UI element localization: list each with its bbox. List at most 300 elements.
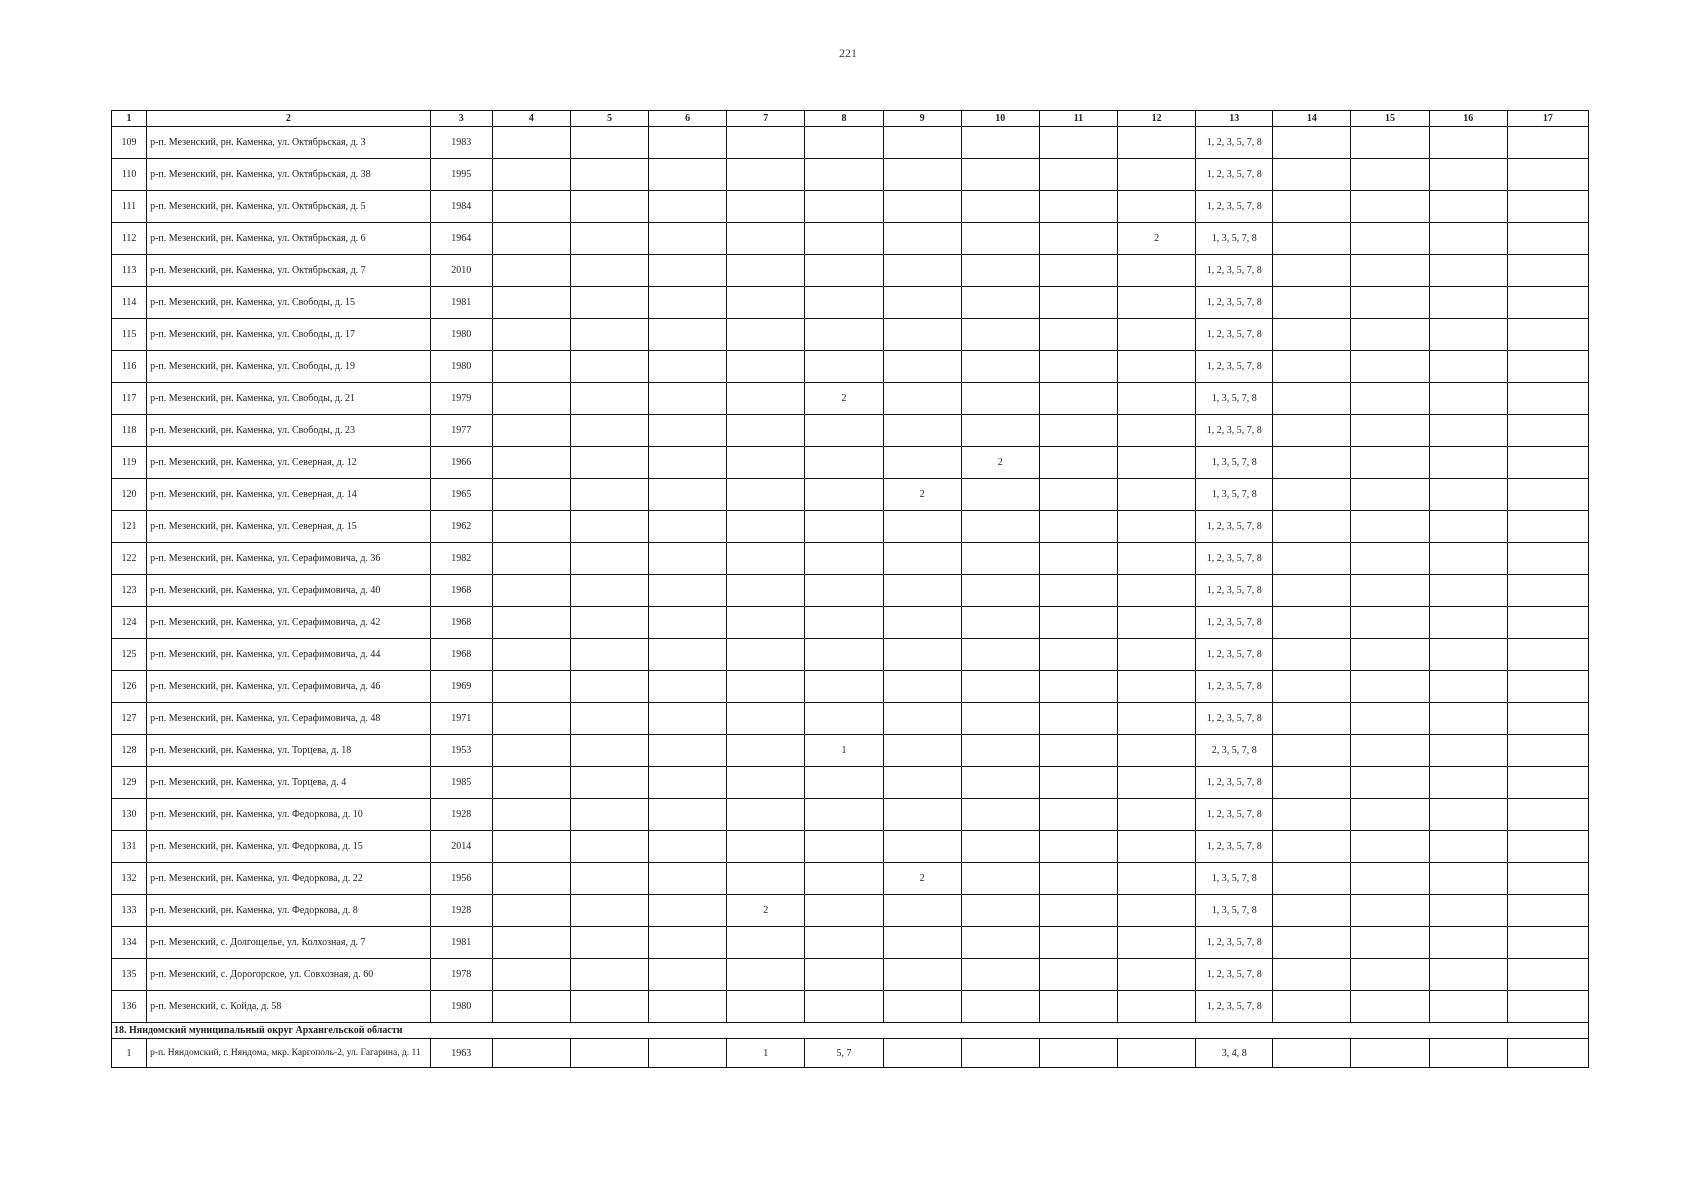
- col9-cell: [883, 959, 961, 991]
- col4-cell: [492, 383, 570, 415]
- col11-cell: [1039, 831, 1117, 863]
- col9-cell: [883, 511, 961, 543]
- col10-cell: [961, 1039, 1039, 1068]
- col7-cell: [727, 959, 805, 991]
- address-cell: р-п. Мезенский, рн. Каменка, ул. Серафимовича, д. 48: [147, 703, 431, 735]
- col6-cell: [649, 127, 727, 159]
- col17-cell: [1507, 447, 1588, 479]
- col11-cell: [1039, 959, 1117, 991]
- col4-cell: [492, 543, 570, 575]
- address-cell: р-п. Мезенский, рн. Каменка, ул. Северная, д. 14: [147, 479, 431, 511]
- col15-cell: [1351, 895, 1429, 927]
- row-number-cell: 117: [112, 383, 147, 415]
- col17-cell: [1507, 639, 1588, 671]
- col8-cell: [805, 511, 883, 543]
- col7-cell: [727, 607, 805, 639]
- col7-cell: [727, 927, 805, 959]
- col8-cell: [805, 831, 883, 863]
- col10-cell: 2: [961, 447, 1039, 479]
- col14-cell: [1273, 639, 1351, 671]
- col7-cell: [727, 863, 805, 895]
- address-cell: р-п. Мезенский, рн. Каменка, ул. Северная, д. 12: [147, 447, 431, 479]
- col10-cell: [961, 607, 1039, 639]
- col6-cell: [649, 415, 727, 447]
- column-header-11: 11: [1039, 111, 1117, 127]
- table-row: [112, 735, 1589, 767]
- col13-cell: 1, 3, 5, 7, 8: [1196, 895, 1273, 927]
- col13-cell: 1, 3, 5, 7, 8: [1196, 383, 1273, 415]
- row-number-cell: 132: [112, 863, 147, 895]
- col17-cell: [1507, 735, 1588, 767]
- col12-cell: [1118, 479, 1196, 511]
- col17-cell: [1507, 351, 1588, 383]
- year-cell: 1983: [430, 127, 492, 159]
- col7-cell: [727, 703, 805, 735]
- col8-cell: 1: [805, 735, 883, 767]
- col6-cell: [649, 575, 727, 607]
- col17-cell: [1507, 1039, 1588, 1068]
- column-header-14: 14: [1273, 111, 1351, 127]
- col7-cell: [727, 799, 805, 831]
- row-number-cell: 130: [112, 799, 147, 831]
- year-cell: 1928: [430, 895, 492, 927]
- col10-cell: [961, 159, 1039, 191]
- col15-cell: [1351, 319, 1429, 351]
- col12-cell: [1118, 735, 1196, 767]
- col6-cell: [649, 639, 727, 671]
- col11-cell: [1039, 383, 1117, 415]
- row-number-cell: 134: [112, 927, 147, 959]
- col15-cell: [1351, 863, 1429, 895]
- col9-cell: [883, 1039, 961, 1068]
- address-cell: р-п. Мезенский, рн. Каменка, ул. Северная, д. 15: [147, 511, 431, 543]
- row-number-cell: 126: [112, 671, 147, 703]
- col16-cell: [1429, 191, 1507, 223]
- col15-cell: [1351, 479, 1429, 511]
- col16-cell: [1429, 607, 1507, 639]
- column-header-10: 10: [961, 111, 1039, 127]
- row-number-cell: 1: [112, 1039, 147, 1068]
- col8-cell: [805, 895, 883, 927]
- col8-cell: [805, 575, 883, 607]
- col13-cell: 2, 3, 5, 7, 8: [1196, 735, 1273, 767]
- col11-cell: [1039, 159, 1117, 191]
- col16-cell: [1429, 863, 1507, 895]
- col12-cell: [1118, 543, 1196, 575]
- col6-cell: [649, 735, 727, 767]
- col12-cell: [1118, 159, 1196, 191]
- col17-cell: [1507, 895, 1588, 927]
- col12-cell: [1118, 255, 1196, 287]
- col15-cell: [1351, 383, 1429, 415]
- col14-cell: [1273, 895, 1351, 927]
- col8-cell: [805, 639, 883, 671]
- col17-cell: [1507, 191, 1588, 223]
- row-number-cell: 109: [112, 127, 147, 159]
- col8-cell: [805, 319, 883, 351]
- table-row: [112, 287, 1589, 319]
- row-number-cell: 116: [112, 351, 147, 383]
- table-row: [112, 863, 1589, 895]
- col10-cell: [961, 287, 1039, 319]
- col13-cell: 1, 2, 3, 5, 7, 8: [1196, 351, 1273, 383]
- row-number-cell: 112: [112, 223, 147, 255]
- col8-cell: [805, 991, 883, 1023]
- col8-cell: 2: [805, 383, 883, 415]
- col5-cell: [570, 191, 648, 223]
- col12-cell: 2: [1118, 223, 1196, 255]
- col11-cell: [1039, 287, 1117, 319]
- col12-cell: [1118, 767, 1196, 799]
- col14-cell: [1273, 479, 1351, 511]
- col6-cell: [649, 991, 727, 1023]
- col9-cell: [883, 543, 961, 575]
- col8-cell: [805, 863, 883, 895]
- address-cell: р-п. Мезенский, рн. Каменка, ул. Серафимовича, д. 44: [147, 639, 431, 671]
- year-cell: 1969: [430, 671, 492, 703]
- col15-cell: [1351, 607, 1429, 639]
- row-number-cell: 118: [112, 415, 147, 447]
- col16-cell: [1429, 639, 1507, 671]
- col13-cell: 1, 2, 3, 5, 7, 8: [1196, 255, 1273, 287]
- col11-cell: [1039, 415, 1117, 447]
- col10-cell: [961, 831, 1039, 863]
- col11-cell: [1039, 447, 1117, 479]
- col4-cell: [492, 863, 570, 895]
- col8-cell: [805, 191, 883, 223]
- col6-cell: [649, 479, 727, 511]
- col17-cell: [1507, 767, 1588, 799]
- col4-cell: [492, 479, 570, 511]
- col16-cell: [1429, 767, 1507, 799]
- col14-cell: [1273, 319, 1351, 351]
- col12-cell: [1118, 383, 1196, 415]
- column-header-3: 3: [430, 111, 492, 127]
- col15-cell: [1351, 767, 1429, 799]
- year-cell: 1978: [430, 959, 492, 991]
- col9-cell: [883, 287, 961, 319]
- col12-cell: [1118, 1039, 1196, 1068]
- col15-cell: [1351, 415, 1429, 447]
- col7-cell: [727, 159, 805, 191]
- col6-cell: [649, 863, 727, 895]
- col17-cell: [1507, 255, 1588, 287]
- col16-cell: [1429, 703, 1507, 735]
- address-cell: р-п. Мезенский, рн. Каменка, ул. Федоркова, д. 10: [147, 799, 431, 831]
- col4-cell: [492, 511, 570, 543]
- col6-cell: [649, 287, 727, 319]
- col13-cell: 1, 2, 3, 5, 7, 8: [1196, 639, 1273, 671]
- col11-cell: [1039, 479, 1117, 511]
- row-number-cell: 124: [112, 607, 147, 639]
- col7-cell: [727, 127, 805, 159]
- col12-cell: [1118, 927, 1196, 959]
- table-row: [112, 223, 1589, 255]
- col11-cell: [1039, 927, 1117, 959]
- row-number-cell: 135: [112, 959, 147, 991]
- col17-cell: [1507, 959, 1588, 991]
- col5-cell: [570, 671, 648, 703]
- column-header-12: 12: [1118, 111, 1196, 127]
- col14-cell: [1273, 671, 1351, 703]
- col6-cell: [649, 927, 727, 959]
- col9-cell: [883, 799, 961, 831]
- row-number-cell: 113: [112, 255, 147, 287]
- column-header-2: 2: [147, 111, 431, 127]
- col8-cell: [805, 287, 883, 319]
- year-cell: 2010: [430, 255, 492, 287]
- col12-cell: [1118, 639, 1196, 671]
- col12-cell: [1118, 575, 1196, 607]
- col14-cell: [1273, 191, 1351, 223]
- year-cell: 1977: [430, 415, 492, 447]
- col11-cell: [1039, 703, 1117, 735]
- col11-cell: [1039, 543, 1117, 575]
- col5-cell: [570, 287, 648, 319]
- col12-cell: [1118, 351, 1196, 383]
- address-cell: р-п. Мезенский, рн. Каменка, ул. Октябрьская, д. 38: [147, 159, 431, 191]
- col11-cell: [1039, 863, 1117, 895]
- col13-cell: 1, 2, 3, 5, 7, 8: [1196, 799, 1273, 831]
- row-number-cell: 127: [112, 703, 147, 735]
- col16-cell: [1429, 287, 1507, 319]
- col17-cell: [1507, 287, 1588, 319]
- col7-cell: [727, 415, 805, 447]
- col9-cell: 2: [883, 863, 961, 895]
- col17-cell: [1507, 703, 1588, 735]
- col5-cell: [570, 863, 648, 895]
- col4-cell: [492, 351, 570, 383]
- col14-cell: [1273, 447, 1351, 479]
- column-header-5: 5: [570, 111, 648, 127]
- col16-cell: [1429, 351, 1507, 383]
- col9-cell: [883, 319, 961, 351]
- row-number-cell: 119: [112, 447, 147, 479]
- col14-cell: [1273, 767, 1351, 799]
- col16-cell: [1429, 575, 1507, 607]
- col5-cell: [570, 959, 648, 991]
- col7-cell: [727, 479, 805, 511]
- col4-cell: [492, 735, 570, 767]
- table-row: [112, 447, 1589, 479]
- year-cell: 1984: [430, 191, 492, 223]
- col10-cell: [961, 543, 1039, 575]
- table-row: [112, 319, 1589, 351]
- col13-cell: 1, 2, 3, 5, 7, 8: [1196, 959, 1273, 991]
- col7-cell: [727, 319, 805, 351]
- col14-cell: [1273, 383, 1351, 415]
- col12-cell: [1118, 607, 1196, 639]
- col5-cell: [570, 159, 648, 191]
- col17-cell: [1507, 511, 1588, 543]
- col9-cell: [883, 735, 961, 767]
- col13-cell: 1, 3, 5, 7, 8: [1196, 447, 1273, 479]
- col7-cell: [727, 511, 805, 543]
- col17-cell: [1507, 671, 1588, 703]
- col17-cell: [1507, 479, 1588, 511]
- col7-cell: 2: [727, 895, 805, 927]
- col16-cell: [1429, 479, 1507, 511]
- col12-cell: [1118, 191, 1196, 223]
- year-cell: 1956: [430, 863, 492, 895]
- col16-cell: [1429, 1039, 1507, 1068]
- col6-cell: [649, 703, 727, 735]
- col6-cell: [649, 511, 727, 543]
- row-number-cell: 136: [112, 991, 147, 1023]
- col6-cell: [649, 831, 727, 863]
- year-cell: 1965: [430, 479, 492, 511]
- address-cell: р-п. Мезенский, рн. Каменка, ул. Серафимовича, д. 36: [147, 543, 431, 575]
- col12-cell: [1118, 895, 1196, 927]
- col17-cell: [1507, 127, 1588, 159]
- col10-cell: [961, 991, 1039, 1023]
- section-header-row: [112, 1023, 1589, 1039]
- col12-cell: [1118, 319, 1196, 351]
- col10-cell: [961, 223, 1039, 255]
- table-row: [112, 543, 1589, 575]
- col7-cell: [727, 351, 805, 383]
- col13-cell: 1, 3, 5, 7, 8: [1196, 479, 1273, 511]
- column-header-7: 7: [727, 111, 805, 127]
- address-cell: р-п. Мезенский, рн. Каменка, ул. Федоркова, д. 15: [147, 831, 431, 863]
- col13-cell: 1, 2, 3, 5, 7, 8: [1196, 511, 1273, 543]
- col9-cell: [883, 415, 961, 447]
- address-cell: р-п. Мезенский, рн. Каменка, ул. Торцева, д. 4: [147, 767, 431, 799]
- col11-cell: [1039, 191, 1117, 223]
- year-cell: 1968: [430, 575, 492, 607]
- address-cell: р-п. Мезенский, рн. Каменка, ул. Серафимовича, д. 42: [147, 607, 431, 639]
- col14-cell: [1273, 223, 1351, 255]
- table-row: [112, 831, 1589, 863]
- column-header-15: 15: [1351, 111, 1429, 127]
- col15-cell: [1351, 351, 1429, 383]
- col15-cell: [1351, 703, 1429, 735]
- col12-cell: [1118, 703, 1196, 735]
- col4-cell: [492, 831, 570, 863]
- col13-cell: 1, 2, 3, 5, 7, 8: [1196, 415, 1273, 447]
- col4-cell: [492, 927, 570, 959]
- col5-cell: [570, 543, 648, 575]
- table-row: [112, 575, 1589, 607]
- col10-cell: [961, 927, 1039, 959]
- page-number: 221: [839, 46, 857, 60]
- year-cell: 1962: [430, 511, 492, 543]
- col8-cell: [805, 959, 883, 991]
- col13-cell: 1, 3, 5, 7, 8: [1196, 863, 1273, 895]
- col8-cell: [805, 127, 883, 159]
- col16-cell: [1429, 447, 1507, 479]
- col14-cell: [1273, 127, 1351, 159]
- col14-cell: [1273, 959, 1351, 991]
- col4-cell: [492, 447, 570, 479]
- table-row: [112, 639, 1589, 671]
- column-header-6: 6: [649, 111, 727, 127]
- col10-cell: [961, 863, 1039, 895]
- col14-cell: [1273, 927, 1351, 959]
- col4-cell: [492, 319, 570, 351]
- col9-cell: 2: [883, 479, 961, 511]
- col15-cell: [1351, 959, 1429, 991]
- col12-cell: [1118, 671, 1196, 703]
- col9-cell: [883, 639, 961, 671]
- col15-cell: [1351, 831, 1429, 863]
- table-row: [112, 511, 1589, 543]
- col8-cell: [805, 767, 883, 799]
- address-cell: р-п. Мезенский, с. Долгощелье, ул. Колхозная, д. 7: [147, 927, 431, 959]
- col15-cell: [1351, 223, 1429, 255]
- col9-cell: [883, 927, 961, 959]
- row-number-cell: 131: [112, 831, 147, 863]
- col5-cell: [570, 447, 648, 479]
- col4-cell: [492, 287, 570, 319]
- address-cell: р-п. Мезенский, рн. Каменка, ул. Свободы, д. 23: [147, 415, 431, 447]
- col14-cell: [1273, 255, 1351, 287]
- col6-cell: [649, 671, 727, 703]
- year-cell: 1968: [430, 639, 492, 671]
- col7-cell: [727, 991, 805, 1023]
- column-header-9: 9: [883, 111, 961, 127]
- col4-cell: [492, 671, 570, 703]
- col13-cell: 1, 2, 3, 5, 7, 8: [1196, 991, 1273, 1023]
- table-row: [112, 991, 1589, 1023]
- col5-cell: [570, 895, 648, 927]
- col9-cell: [883, 255, 961, 287]
- row-number-cell: 123: [112, 575, 147, 607]
- column-header-8: 8: [805, 111, 883, 127]
- col8-cell: [805, 927, 883, 959]
- col4-cell: [492, 895, 570, 927]
- col5-cell: [570, 415, 648, 447]
- col12-cell: [1118, 415, 1196, 447]
- col11-cell: [1039, 767, 1117, 799]
- col16-cell: [1429, 671, 1507, 703]
- col15-cell: [1351, 287, 1429, 319]
- col11-cell: [1039, 671, 1117, 703]
- col5-cell: [570, 255, 648, 287]
- col10-cell: [961, 319, 1039, 351]
- col4-cell: [492, 159, 570, 191]
- col10-cell: [961, 703, 1039, 735]
- col12-cell: [1118, 959, 1196, 991]
- col4-cell: [492, 991, 570, 1023]
- col8-cell: [805, 543, 883, 575]
- col17-cell: [1507, 383, 1588, 415]
- col14-cell: [1273, 575, 1351, 607]
- col9-cell: [883, 127, 961, 159]
- col14-cell: [1273, 863, 1351, 895]
- col17-cell: [1507, 415, 1588, 447]
- col17-cell: [1507, 831, 1588, 863]
- col9-cell: [883, 671, 961, 703]
- col10-cell: [961, 799, 1039, 831]
- col14-cell: [1273, 415, 1351, 447]
- col13-cell: 1, 2, 3, 5, 7, 8: [1196, 671, 1273, 703]
- year-cell: 2014: [430, 831, 492, 863]
- col16-cell: [1429, 127, 1507, 159]
- col4-cell: [492, 607, 570, 639]
- col15-cell: [1351, 191, 1429, 223]
- col12-cell: [1118, 127, 1196, 159]
- col10-cell: [961, 575, 1039, 607]
- col15-cell: [1351, 991, 1429, 1023]
- address-cell: р-п. Мезенский, с. Койда, д. 58: [147, 991, 431, 1023]
- col13-cell: 1, 2, 3, 5, 7, 8: [1196, 127, 1273, 159]
- table-row: [112, 799, 1589, 831]
- col6-cell: [649, 191, 727, 223]
- col11-cell: [1039, 639, 1117, 671]
- col5-cell: [570, 575, 648, 607]
- column-header-4: 4: [492, 111, 570, 127]
